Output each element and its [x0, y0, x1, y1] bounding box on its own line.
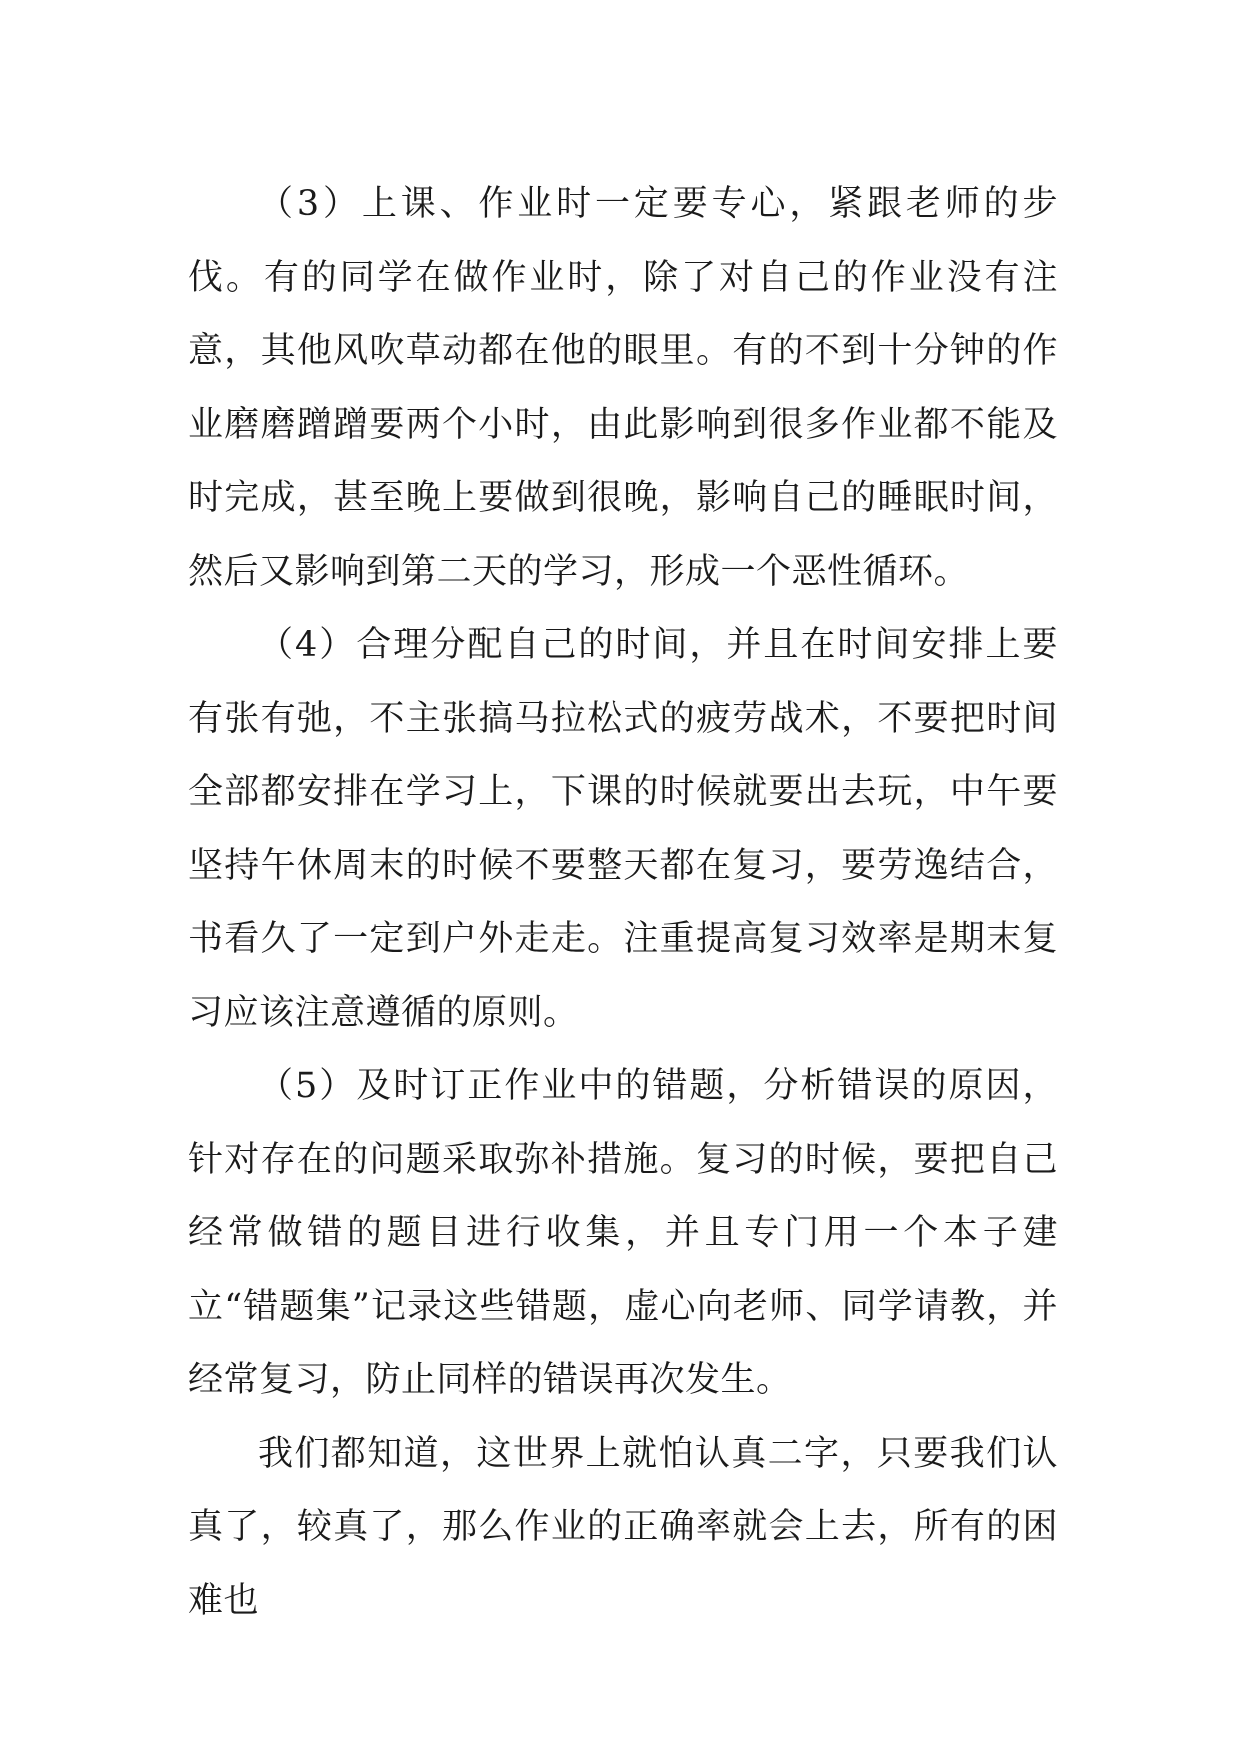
document-body	[188, 168, 1058, 1638]
paragraph-conclusion: 我们都知道，这世界上就怕认真二字，只要我们认真了，较真了，那么作业的正确率就会上去，所有的困难也	[188, 1433, 1058, 1621]
paragraph-4-time-management: （4）合理分配自己的时间，并且在时间安排上要有张有弛，不主张搞马拉松式的疲劳战术，不要把时间全部都安排在学习上，下课的时候就要出去玩，中午要坚持午休周末的时候不要整天都在复习，要劳逸结合，书看久了一定到户外走走。注重提高复习效率是期末复习应该注意遵循的原则。	[188, 625, 1058, 1033]
paragraph-5-error-correction: （5）及时订正作业中的错题，分析错误的原因，针对存在的问题采取弥补措施。复习的时候，要把自己经常做错的题目进行收集，并且专门用一个本子建立“错题集”记录这些错题，虚心向老师、同学请教，并经常复习，防止同样的错误再次发生。	[188, 1066, 1058, 1400]
paragraph-3-focus: （3）上课、作业时一定要专心，紧跟老师的步伐。有的同学在做作业时，除了对自己的作业没有注意，其他风吹草动都在他的眼里。有的不到十分钟的作业磨磨蹭蹭要两个小时，由此影响到很多作业都不能及时完成，甚至晚上要做到很晚，影响自己的睡眠时间，然后又影响到第二天的学习，形成一个恶性循环。	[188, 184, 1058, 592]
